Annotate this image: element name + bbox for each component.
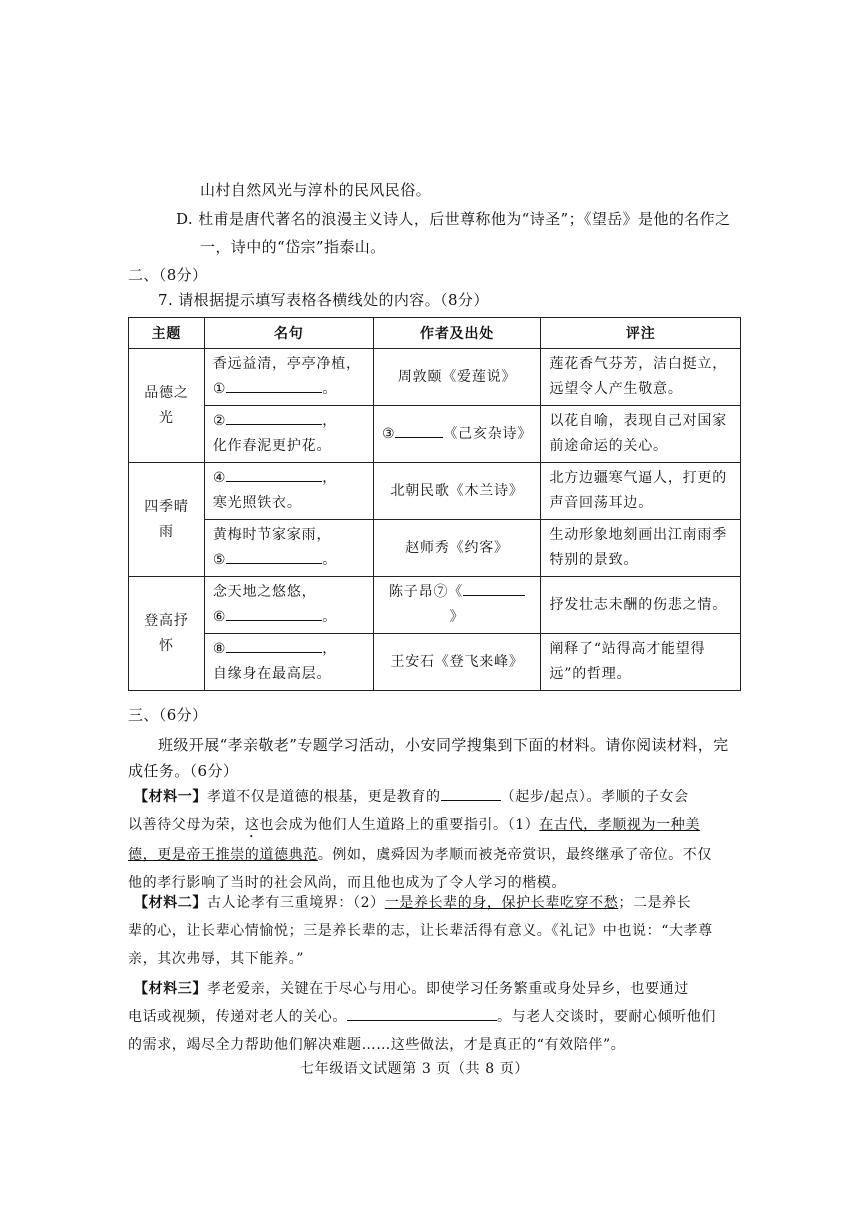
option-d-line1: D. 杜甫是唐代著名的浪漫主义诗人，后世尊称他为“诗圣”；《望岳》是他的名作之 [176, 210, 731, 228]
header-note: 评注 [541, 318, 741, 349]
question-7: 7. 请根据提示填写表格各横线处的内容。（8分） [158, 291, 489, 309]
blank-1[interactable] [226, 378, 322, 393]
blank-8[interactable] [226, 638, 322, 653]
blank-material1[interactable] [441, 786, 501, 801]
section3-intro-line1: 班级开展“孝亲敬老”专题学习活动，小安同学搜集到下面的材料。请你阅读材料，完 [158, 736, 729, 754]
section2-heading: 二、（8分） [128, 266, 208, 284]
header-line: 名句 [204, 318, 373, 349]
note-cell: 阐释了“站得高才能望得远”的哲理。 [541, 634, 741, 691]
table-row [129, 406, 741, 463]
line-cell: 念天地之悠悠， ⑥ 。 [204, 577, 373, 634]
table-header-row [129, 318, 741, 349]
header-theme: 主题 [129, 318, 205, 349]
table-row [129, 520, 741, 577]
section3-intro-line2: 成任务。（6分） [128, 762, 239, 780]
table-row [129, 577, 741, 634]
blank-material3[interactable] [347, 1006, 497, 1021]
blank-5[interactable] [226, 549, 322, 564]
source-cell: 陈子昂⑦《》 [373, 577, 541, 634]
line-cell: ⑧ ， 自缘身在最高层。 [204, 634, 373, 691]
option-c-continuation: 山村自然风光与淳朴的民风民俗。 [200, 181, 432, 199]
table-row [129, 463, 741, 520]
option-d-line2: 一，诗中的“岱宗”指泰山。 [200, 238, 386, 256]
material-2: 【材料二】古人论孝有三重境界：（2）一是养长辈的身，保护长辈吃穿不愁；二是养长 辈的心，让长辈心情愉悦；三是养长辈的志，让长辈活得有意义。《礼记》中也说：“大孝尊 亲，其次弗辱，其下能养。” [128, 895, 713, 967]
line-cell: 香远益清，亭亭净植， ① 。 [204, 349, 373, 406]
note-cell: 北方边疆寒气逼人，打更的声音回荡耳边。 [541, 463, 741, 520]
theme-cell: 品德之光 [129, 349, 205, 463]
source-cell: 北朝民歌《木兰诗》 [373, 463, 541, 520]
theme-cell: 四季晴雨 [129, 463, 205, 577]
material-3: 【材料三】孝老爱亲，关键在于尽心与用心。即使学习任务繁重或身处异乡，也要通过 电话或视频，传递对老人的关心。 。与老人交谈时，要耐心倾听他们 的需求，竭尽全力帮助他们解决难题……这些做法，才是真正的“有效陪伴”。 [128, 981, 716, 1053]
header-author: 作者及出处 [373, 318, 541, 349]
blank-2[interactable] [226, 410, 322, 425]
source-cell: 周敦颐《爱莲说》 [373, 349, 541, 406]
line-cell: 黄梅时节家家雨， ⑤ 。 [204, 520, 373, 577]
theme-cell: 登高抒怀 [129, 577, 205, 691]
material-1: 【材料一】孝道不仅是道德的根基，更是教育的 （起步/起点）。孝顺的子女会 以善待父母为荣，这也会成为他们人生道路上的重要指引。（1）在古代，孝顺视为一种美 德，更是帝王推崇的道德典范。例如，虞舜因为孝顺而被尧帝赏识，最终继承了帝位。不仅 他的孝行影响了当时的社会风尚，而且他也成为了令人学习的楷模。 [128, 783, 744, 897]
page-footer: 七年级语文试题第 3 页（共 8 页） [300, 1061, 530, 1077]
line-cell: ② ， 化作春泥更护花。 [204, 406, 373, 463]
blank-7[interactable] [463, 581, 525, 596]
section3-heading: 三、（6分） [128, 706, 208, 724]
note-cell: 抒发壮志未酬的伤悲之情。 [541, 577, 741, 634]
blank-6[interactable] [226, 606, 322, 621]
source-cell: 王安石《登飞来峰》 [373, 634, 541, 691]
poetry-table [128, 317, 741, 691]
table-row [129, 349, 741, 406]
source-cell: 赵师秀《约客》 [373, 520, 541, 577]
blank-4[interactable] [226, 467, 322, 482]
note-cell: 以花自喻，表现自己对国家前途命运的关心。 [541, 406, 741, 463]
table-row [129, 634, 741, 691]
blank-3[interactable] [395, 423, 443, 438]
note-cell: 莲花香气芬芳，洁白挺立，远望令人产生敬意。 [541, 349, 741, 406]
line-cell: ④ ， 寒光照铁衣。 [204, 463, 373, 520]
note-cell: 生动形象地刻画出江南雨季特别的景致。 [541, 520, 741, 577]
source-cell: ③ 《己亥杂诗》 [373, 406, 541, 463]
